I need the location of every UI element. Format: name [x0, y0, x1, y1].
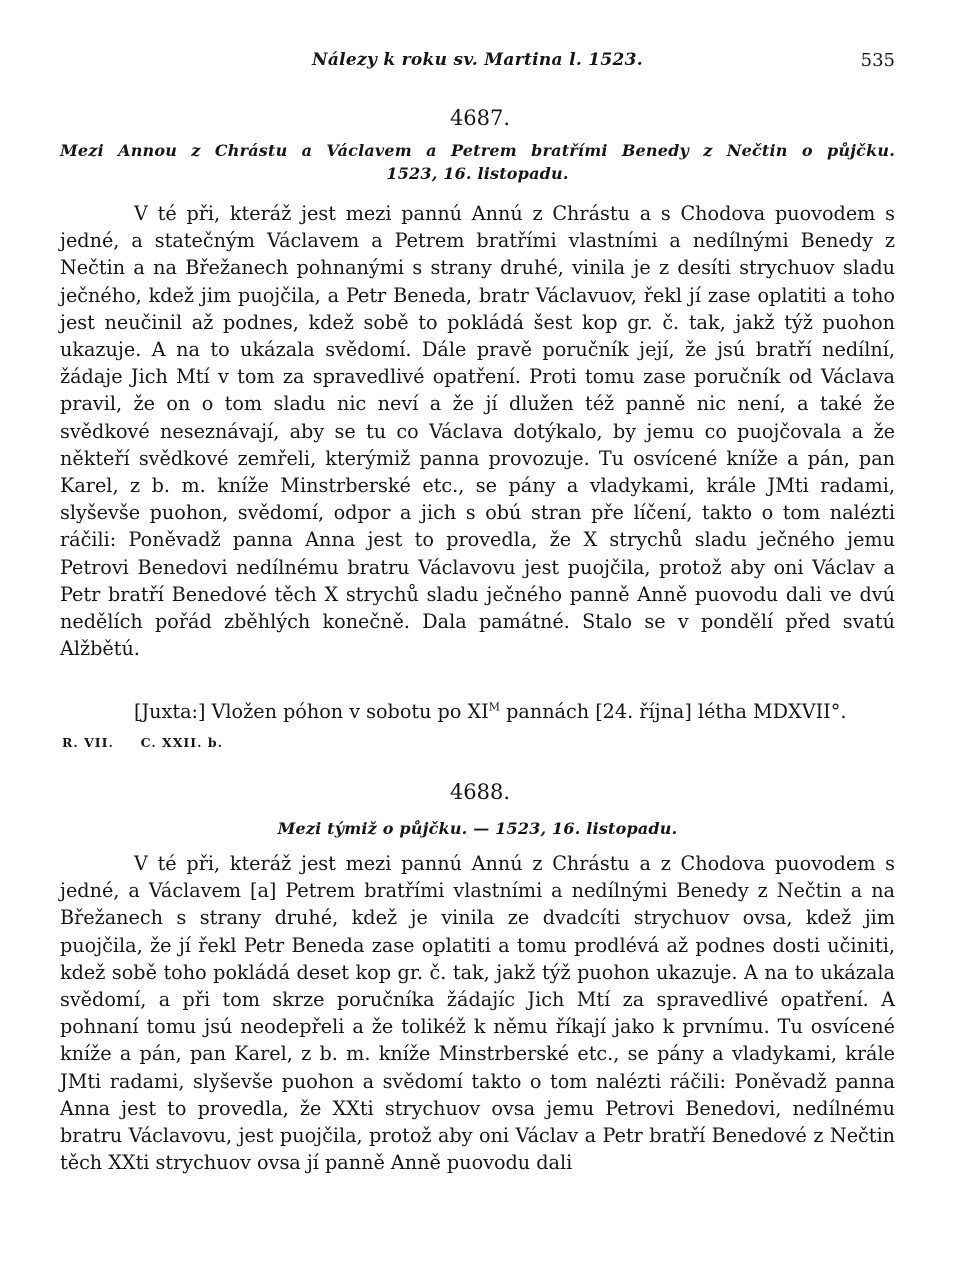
page-number: 535 — [860, 50, 895, 71]
note-text-end: pannách [24. října] létha MDXVII°. — [500, 700, 847, 723]
entry-body-4687: V té při, kteráž jest mezi pannú Annú z Chrástu a s Chodova puovodem s jedné, a statečným Václavem a Petrem bratřími vlastními a nedílnými Benedy z Nečtin a na Břežanech pohnanými s strany druhé, vinila je z desíti strychuov sladu ječného, kdež jim puojčila, a Petr Beneda, bratr Václavuov, řekl jí zase oplatiti a toho jest neučinil až podnes, kdež sobě to pokládá šest kop gr. č. tak, jakž týž puohon ukazuje. A na to ukázala svědomí. Dále pravě poručník její, že jsú bratří nedílní, žádaje Jich Mtí v tom za spravedlivé opatření. Proti tomu zase poručník od Václava pravil, že on o tom sladu nic neví a že jí dlužen též panně nic není, a také že svědkové neseznávají, aby se tu co Václava dotýkalo, by jemu co puojčovala a že někteří svědkové zemřeli, kterýmiž panna provozuje. Tu osvícené kníže a pán, pan Karel, z b. m. kníže Minstrberské etc., se pány a vladykami, krále JMti radami, slyševše puohon, svědomí, odpor a jich s obú stran pře líčení, takto o tom nalézti ráčili: Poněvadž panna Anna jest to provedla, že X strychů sladu ječného jemu Petrovi Benedovi nedílnému bratru Václavovu jest puojčila, protož aby oni Václav a Petr bratří Benedové těch X strychů sladu ječného panně Anně puovodu dali ve dvú nedělích pořád zběhlých konečně. Dala památné. Stalo se v pondělí před svatú Alžbětú. — [60, 202, 895, 661]
note-superscript: M — [488, 700, 501, 714]
entry-date-4687: 1523, 16. listopadu. — [386, 164, 569, 183]
entry-heading-4688: Mezi týmiž o půjčku. — 1523, 16. listopadu. — [277, 819, 678, 838]
entry-number-4688: 4688. — [449, 780, 511, 804]
entry-note-4687 — [60, 698, 895, 725]
running-head — [60, 50, 895, 74]
note-text-start: [Juxta:] Vložen póhon v sobotu po XI — [134, 700, 489, 723]
entry-number-4687: 4687. — [449, 106, 511, 130]
entry-body-4688: V té při, kteráž jest mezi pannú Annú z Chrástu a z Chodova puovodem s jedné, a Václavem [a] Petrem bratřími vlastními a nedílnými Benedy z Nečtin a na Břežanech s strany druhé, kdež je vinila ze dvadcíti strychuov ovsa, kdež jim puojčila, že jí řekl Petr Beneda zase oplatiti a tomu prodlévá až podnes dosti učiniti, kdež sobě toho pokládá deset kop gr. č. tak, jakž týž puohon ukazuje. A na to ukázala svědomí, a při tom skrze poručníka žádajíc Jich Mtí za spravedlivé opatření. A pohnaní tomu jsú neodepřeli a že tolikéž k němu říkají jako k prvnímu. Tu osvícené kníže a pán, pan Karel, z b. m. kníže Minstrberské etc., se pány a vladykami, krále JMti radami, slyševše puohon a svědomí takto o tom nalézti ráčili: Poněvadž panna Anna jest to provedla, že XXti strychuov ovsa jemu Petrovi Benedovi, nedílnému bratru Václavovu, jest puojčila, protož aby oni Václav a Petr bratří Benedové z Nečtin těch XXti strychuov ovsa jí panně Anně puovodu dali — [60, 852, 895, 1175]
entry-heading-4687: Mezi Annou z Chrástu a Václavem a Petrem bratřími Benedy z Nečtin o půjčku. — [60, 141, 895, 160]
running-title: Nálezy k roku sv. Martina l. 1523. — [311, 50, 644, 70]
archival-signature-4687: R. VII. C. XXII. b. — [62, 735, 223, 750]
